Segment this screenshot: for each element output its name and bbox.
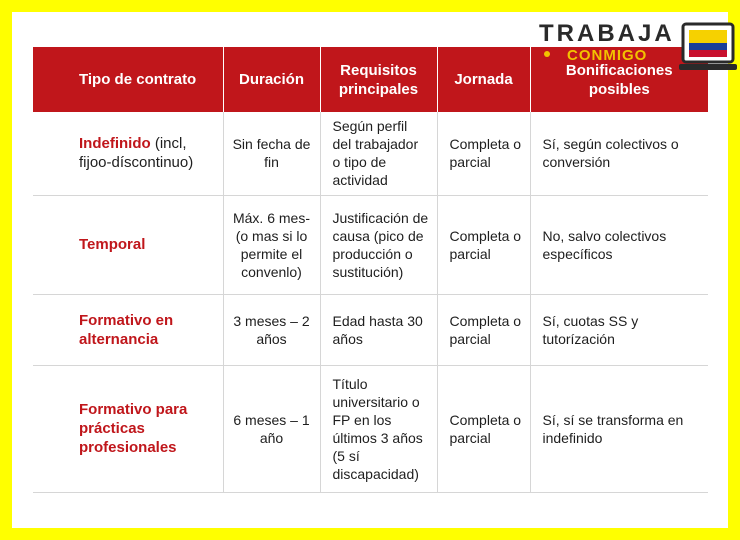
page-frame xyxy=(12,12,728,528)
requisitos-cell: Edad hasta 30 años xyxy=(320,294,437,365)
requisitos-cell: Título universitario o FP en los últimos 3 años (5 sí discapacidad) xyxy=(320,365,437,492)
contract-name: Formativo para prácticas profesionales xyxy=(79,401,188,456)
table-row xyxy=(33,195,708,294)
contract-name: Temporal xyxy=(79,236,146,253)
duracion-cell: Máx. 6 mes- (o mas si lo permite el convenlo) xyxy=(223,195,320,294)
contract-name-cell xyxy=(33,365,223,492)
contract-name-cell xyxy=(33,112,223,195)
laptop-flag-icon xyxy=(679,20,737,80)
duracion-cell: 6 meses – 1 año xyxy=(223,365,320,492)
duracion-cell: 3 meses – 2 años xyxy=(223,294,320,365)
contract-name-cell xyxy=(33,294,223,365)
contract-table xyxy=(33,47,708,493)
requisitos-cell: Justificación de causa (pico de producción o sustitución) xyxy=(320,195,437,294)
trabaja-conmigo-logo xyxy=(539,20,739,82)
requisitos-cell: Según perfil del trabajador o tipo de actividad xyxy=(320,112,437,195)
table-row xyxy=(33,112,708,195)
contract-name: Formativo en alternancia xyxy=(79,311,174,348)
header-bonificaciones: Bonificaciones posibles xyxy=(530,47,708,112)
jornada-cell: Completa o parcial xyxy=(437,195,530,294)
header-duracion: Duración xyxy=(223,47,320,112)
table-row xyxy=(33,365,708,492)
jornada-cell: Completa o parcial xyxy=(437,112,530,195)
jornada-cell: Completa o parcial xyxy=(437,294,530,365)
header-tipo-contrato: Tipo de contrato xyxy=(33,47,223,112)
bonificaciones-cell: Sí, sí se transforma en indefinido xyxy=(530,365,708,492)
jornada-cell: Completa o parcial xyxy=(437,365,530,492)
header-jornada: Jornada xyxy=(437,47,530,112)
contract-name-cell xyxy=(33,195,223,294)
duracion-cell: Sin fecha de fin xyxy=(223,112,320,195)
contract-name: Indefinido xyxy=(79,135,151,153)
logo-line2: CONMIGO xyxy=(567,47,648,64)
person-icon xyxy=(541,50,563,64)
table-row xyxy=(33,294,708,365)
bonificaciones-cell: No, salvo colectivos específicos xyxy=(530,195,708,294)
header-requisitos: Requisitos principales xyxy=(320,47,437,112)
logo-line1: TRABAJA xyxy=(539,20,675,47)
contract-name-extra: (incl, fijoo-díscontinuo) xyxy=(79,135,194,172)
bonificaciones-cell: Sí, cuotas SS y tutorízación xyxy=(530,294,708,365)
bonificaciones-cell: Sí, según colectivos o conversión xyxy=(530,112,708,195)
